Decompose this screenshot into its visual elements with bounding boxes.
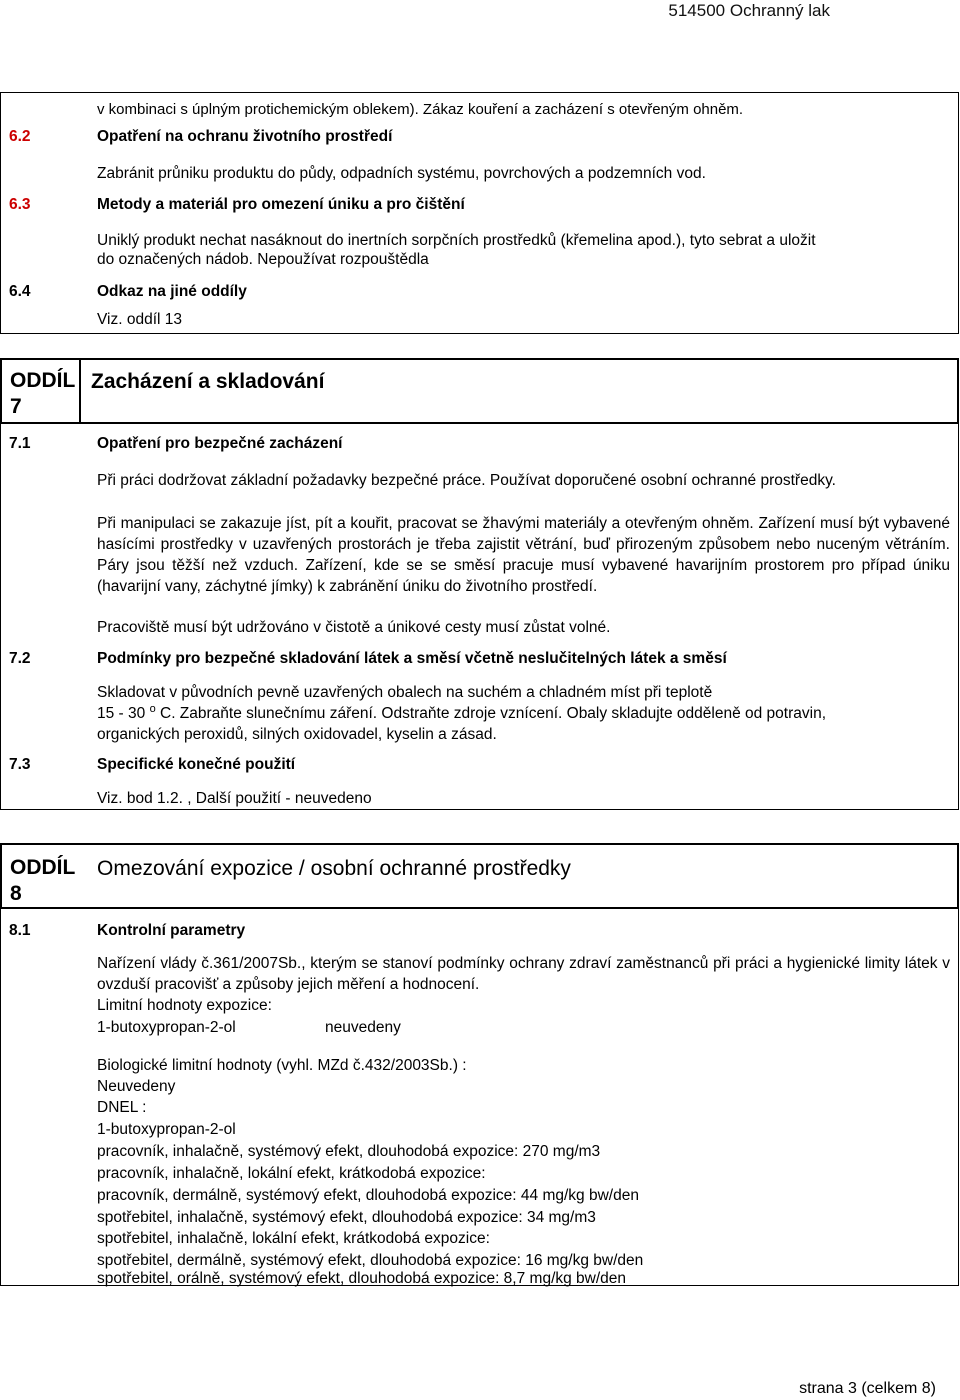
- subsection-text-7-1-p3: Pracoviště musí být udržováno v čistotě a únikové cesty musí zůstat volné.: [97, 619, 611, 636]
- subsection-title-7-1: Opatření pro bezpečné zacházení: [97, 435, 343, 452]
- subsection-text-6-3-line1: Uniklý produkt nechat nasáknout do inertních sorpčních prostředků (křemelina apod.), tyto sebrat a uložit: [97, 232, 816, 249]
- bio-limits-value: Neuvedeny: [97, 1078, 176, 1095]
- dnel-line: pracovník, inhalačně, systémový efekt, dlouhodobá expozice: 270 mg/m3: [97, 1143, 601, 1160]
- subsection-number-7-3: 7.3: [9, 756, 31, 773]
- section7-box: [0, 424, 959, 810]
- limit-value: neuvedeny: [325, 1019, 401, 1036]
- subsection-text-7-1-p2: Při manipulaci se zakazuje jíst, pít a kouřit, pracovat se žhavými materiály a otevřeným ohněm. Zařízení musí být vybavené hasícími prostředky v uzavřených prostorách je třeba zajistit větrání, buď přirozeným způsobem nebo nuceným větráním. Páry jsou těžší než vzduch. Zařízení, kde se se směsí pracuje musí vybavené havarijním prostorem pro případ úniku (havarijní vany, záchytné jímky) k zabránění úniku do životního prostředí.: [97, 515, 950, 595]
- section8-label: ODDÍL 8: [10, 856, 76, 905]
- subsection-title-7-3: Specifické konečné použití: [97, 756, 296, 773]
- subsection-text-6-2: Zabránit průniku produktu do půdy, odpadních systému, povrchových a podzemních vod.: [97, 165, 706, 182]
- subsection-number-6-2: 6.2: [9, 128, 31, 145]
- subsection-number-6-3: 6.3: [9, 196, 31, 213]
- dnel-line: spotřebitel, dermálně, systémový efekt, dlouhodobá expozice: 16 mg/kg bw/den: [97, 1252, 644, 1269]
- document-title: 514500 Ochranný lak: [668, 1, 830, 20]
- subsection-title-8-1: Kontrolní parametry: [97, 922, 246, 939]
- subsection-text-7-1-p1: Při práci dodržovat základní požadavky bezpečné práce. Používat doporučené osobní ochranné prostředky.: [97, 472, 836, 489]
- subsection-number-7-1: 7.1: [9, 435, 31, 452]
- subsection-title-7-2: Podmínky pro bezpečné skladování látek a směsí včetně neslučitelných látek a směsí: [97, 650, 727, 667]
- degree-superscript: o: [149, 702, 156, 715]
- section8-header: [0, 843, 959, 909]
- subsection-title-6-4: Odkaz na jiné oddíly: [97, 283, 247, 300]
- section7-header: [0, 358, 959, 424]
- dnel-line: spotřebitel, orálně, systémový efekt, dlouhodobá expozice: 8,7 mg/kg bw/den: [97, 1270, 627, 1287]
- section6-continuation-text: v kombinaci s úplným protichemickým oblekem). Zákaz kouření a zacházení s otevřeným ohněm.: [97, 101, 744, 118]
- section8-title: Omezování expozice / osobní ochranné prostředky: [97, 857, 571, 880]
- section8-box: [0, 909, 959, 1286]
- bio-limits-label: Biologické limitní hodnoty (vyhl. MZd č.432/2003Sb.) :: [97, 1057, 467, 1074]
- subsection-text-7-2-line2: 15 - 30 $^o$ C. Zabraňte slunečnímu záření. Odstraňte zdroje vznícení. Obaly skladujte odděleně od potravin,: [97, 702, 827, 722]
- dnel-substance: 1-butoxypropan-2-ol: [97, 1121, 236, 1138]
- dnel-line: spotřebitel, inhalačně, lokální efekt, krátkodobá expozice:: [97, 1230, 490, 1247]
- dnel-line: spotřebitel, inhalačně, systémový efekt, dlouhodobá expozice: 34 mg/m3: [97, 1209, 596, 1226]
- section7-title: Zacházení a skladování: [91, 370, 325, 393]
- subsection-number-7-2: 7.2: [9, 650, 31, 667]
- regulation-text: Nařízení vlády č.361/2007Sb., kterým se stanoví podmínky ochrany zdraví zaměstnanců při práci a hygienické limity látek v ovzduší pracovišť a způsoby jejich měření a hodnocení.: [97, 955, 950, 993]
- subsection-number-8-1: 8.1: [9, 922, 31, 939]
- subsection-text-6-3-line2: do označených nádob. Nepoužívat rozpouštědla: [97, 251, 429, 268]
- limit-substance: 1-butoxypropan-2-ol: [97, 1019, 236, 1036]
- section7-header-divider: [79, 358, 81, 424]
- subsection-text-7-2-line1: Skladovat v původních pevně uzavřených obalech na suchém a chladném míst při teplotě: [97, 684, 713, 701]
- dnel-label: DNEL :: [97, 1099, 147, 1116]
- limits-label: Limitní hodnoty expozice:: [97, 997, 272, 1014]
- subsection-text-7-2-line3: organických peroxidů, silných oxidovadel, kyselin a zásad.: [97, 726, 497, 743]
- dnel-line: pracovník, dermálně, systémový efekt, dlouhodobá expozice: 44 mg/kg bw/den: [97, 1187, 639, 1204]
- subsection-title-6-2: Opatření na ochranu životního prostředí: [97, 128, 393, 145]
- section7-label: ODDÍL 7: [10, 369, 76, 418]
- subsection-number-6-4: 6.4: [9, 283, 31, 300]
- page-number: strana 3 (celkem 8): [799, 1380, 936, 1397]
- subsection-text-7-3: Viz. bod 1.2. , Další použití - neuvedeno: [97, 790, 372, 807]
- section6-box: [0, 92, 959, 334]
- subsection-text-6-4: Viz. oddíl 13: [97, 311, 183, 328]
- dnel-line: pracovník, inhalačně, lokální efekt, krátkodobá expozice:: [97, 1165, 486, 1182]
- subsection-title-6-3: Metody a materiál pro omezení úniku a pro čištění: [97, 196, 465, 213]
